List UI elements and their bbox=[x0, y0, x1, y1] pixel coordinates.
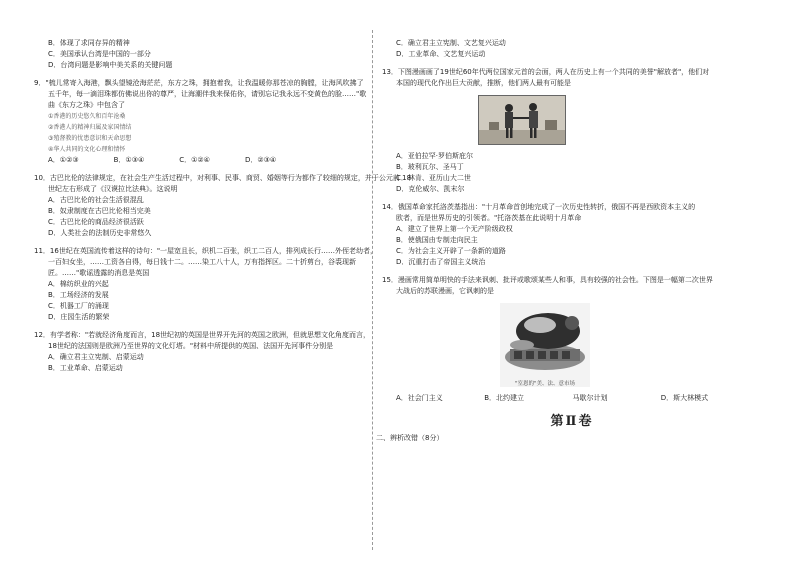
option-b: B．北约建立 bbox=[484, 394, 525, 402]
text-line: 12．有学者称："若就经济角度而言，18世纪初的英国是世界开先河的英国之欧洲，但就思想文化角度而言， bbox=[34, 331, 371, 339]
text-line: A．建立了世界上第一个无产阶级政权 bbox=[396, 225, 513, 233]
text-line: A．①②③ B．①③④ C．①②④ D．②③④ bbox=[48, 156, 277, 164]
text-line: A．确立君主立宪制、启蒙运动 bbox=[48, 353, 144, 361]
text-line: A．古巴比伦的社会生活很混乱 bbox=[48, 196, 144, 204]
text-line: C．机器工厂的涌现 bbox=[48, 302, 109, 310]
text-line: B．玻利瓦尔、圣马丁 bbox=[396, 163, 464, 171]
text-line: B．体现了求同存异的精神 bbox=[48, 39, 130, 47]
text-line: 本国的现代化作出巨大贡献，推断，他们两人最有可能是 bbox=[396, 79, 571, 87]
text-line: C．古巴比伦的商品经济很活跃 bbox=[48, 218, 144, 226]
text-line: 欧者，而是世界历史的引领者。"托洛茨基在此说明十月革命 bbox=[396, 214, 582, 222]
text-line: 匠。……"歌谣透露的消息是英国 bbox=[48, 269, 150, 277]
text-line: ①香港的历史悠久和百年沧桑 bbox=[48, 113, 126, 120]
text-line: C．确立君主立宪制、文艺复兴运动 bbox=[396, 39, 506, 47]
text-line: B．奴隶制度在古巴比伦相当完美 bbox=[48, 207, 151, 215]
left-column bbox=[34, 38, 412, 374]
text-line: 五千年，每一滴泪珠都仿佛说出你的尊严，让海潮伴我来保佑你，请别忘记我永远不变黄色的脸……"歌 bbox=[48, 90, 367, 98]
cartoon-caption: "室恩的"美、法、意市场 bbox=[514, 381, 576, 387]
q15-options-row bbox=[382, 393, 762, 404]
option-c: 马歇尔计划 bbox=[572, 394, 608, 402]
text-line: A．棉纺织业的兴起 bbox=[48, 280, 109, 288]
text-line: 15．漫画常用简单明快的手法来讽刺、批评或歌颂某些人和事，具有较强的社会性。下图是一幅第二次世界 bbox=[382, 276, 713, 284]
text-line: B．使俄国由专制走向民主 bbox=[396, 236, 478, 244]
text-line: 世纪左右形成了《汉谟拉比法典》。这说明 bbox=[48, 185, 178, 193]
text-line: A．亚伯拉罕·罗伯斯庇尔 bbox=[396, 152, 474, 160]
text-line: 13．下图漫画画了19世纪60年代两位国家元首的会面，两人在历史上有一个共同的美誉"解放者"，他们对 bbox=[382, 68, 710, 76]
text-line: ④华人共同的文化心理和情怀 bbox=[48, 146, 126, 153]
cartoon-handshake-image bbox=[478, 95, 566, 145]
text-line: 18世纪的法国则是欧洲乃至世界的文化灯塔。"材料中所提供的英国、法国开先河事件分别是 bbox=[48, 342, 334, 350]
text-line: C．为社会主义开辟了一条新的道路 bbox=[396, 247, 506, 255]
section-subtitle: 二、辨析改错（8分） bbox=[376, 434, 444, 442]
text-line: B．工业革命、启蒙运动 bbox=[48, 364, 123, 372]
text-line: ②香港人的精神归属及家国情结 bbox=[48, 124, 132, 131]
text-line: 10．古巴比伦的法律规定，在社会生产生活过程中，对利事、民事、商贸、婚姻等行为都作了较细的规定，并于公元前 18 bbox=[34, 174, 412, 182]
text-line: 9．"梳儿常寄入海港，飘头望镜沧海茫茫，东方之珠，拥抱着我，让我温暖你那苍凉的胸膛，让海风吹拂了 bbox=[34, 79, 364, 87]
text-line: D．沉重打击了帝国主义统治 bbox=[396, 258, 486, 266]
text-line: C．林肯、亚历山大二世 bbox=[396, 174, 471, 182]
soviet-cartoon-image bbox=[500, 303, 590, 387]
text-line: 一百妇女坐，……工资各自得，每日钱十二。……染工八十人，万有指挥区。二十折剪台，谷裘现新 bbox=[48, 258, 356, 266]
section-title: 第Ⅱ卷 bbox=[550, 414, 594, 429]
option-d: D．斯大林模式 bbox=[660, 394, 709, 402]
right-column bbox=[376, 38, 762, 444]
text-line: 曲《东方之珠》中包含了 bbox=[48, 101, 125, 109]
text-line: 11．16世纪在英国流传着这样的诗句："一屋宽且长，织机二百张，织工二百人，排列成长行……外侄老幼者， bbox=[34, 247, 378, 255]
text-line: 14．俄国革命家托洛茨基指出："十月革命首创地完成了一次历史性转折，俄国不再是西欧资本主义的 bbox=[382, 203, 696, 211]
text-line: D．克伦威尔、凯末尔 bbox=[396, 185, 465, 193]
text-line: D．台湾问题是影响中美关系的关键问题 bbox=[48, 61, 173, 69]
text-line: C．美国承认台湾是中国的一部分 bbox=[48, 50, 151, 58]
option-a: A．社会门主义 bbox=[396, 394, 443, 402]
text-line: D．工业革命、文艺复兴运动 bbox=[396, 50, 486, 58]
text-line: B．工场经济的发展 bbox=[48, 291, 109, 299]
column-divider bbox=[372, 30, 373, 550]
text-line: D．人类社会的法制历史非常悠久 bbox=[48, 229, 152, 237]
text-line: D．庄园生活的繁荣 bbox=[48, 313, 110, 321]
text-line: ③殖督教的忧患意识和天命思想 bbox=[48, 135, 132, 142]
text-line: 大战后的苏联漫画，它讽刺的是 bbox=[396, 287, 494, 295]
